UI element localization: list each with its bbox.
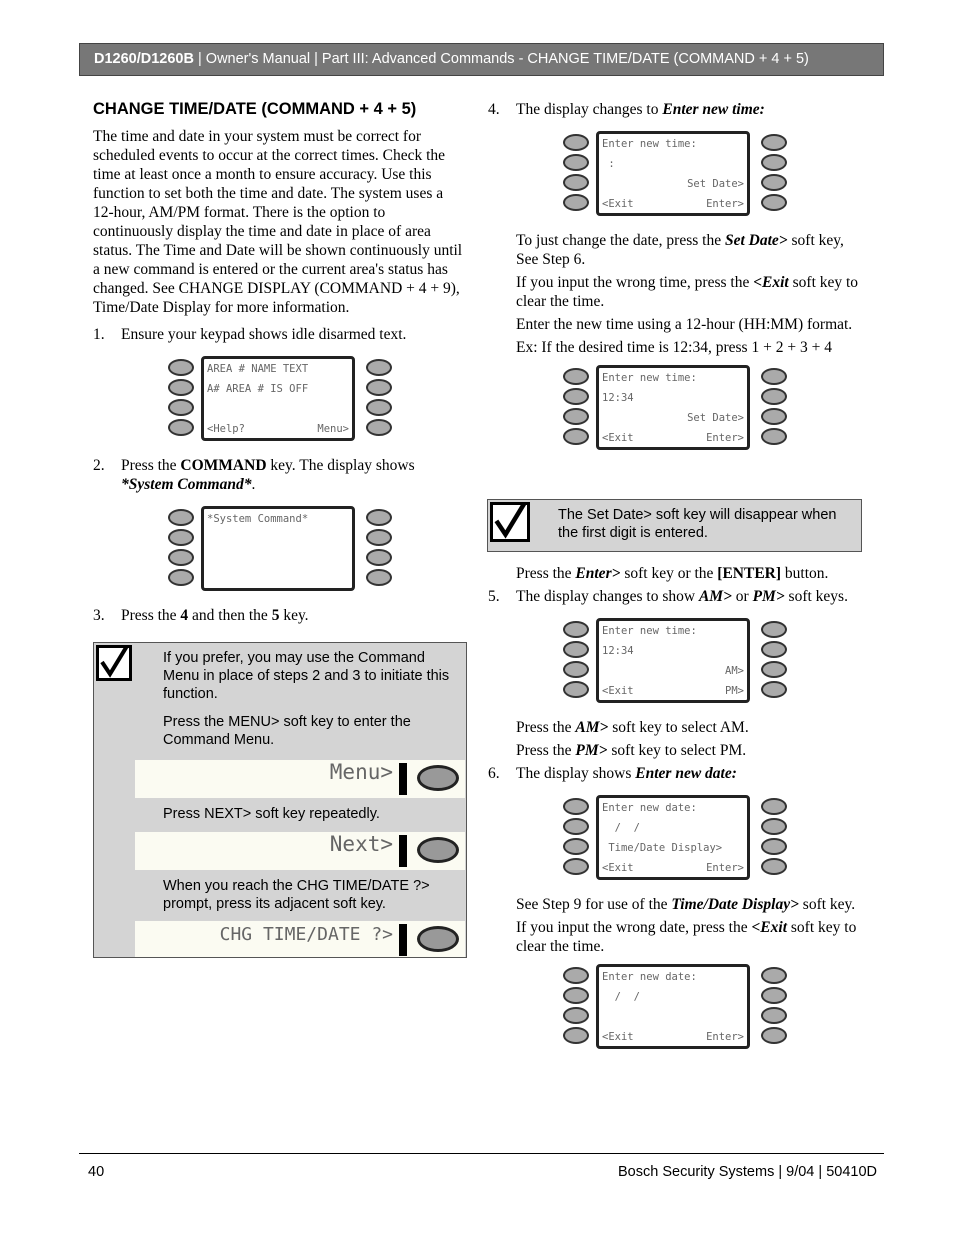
keypad-softkey-right-4[interactable] [366,569,392,586]
display-text: <Exit [602,685,634,697]
page-number: 40 [88,1164,105,1180]
keypad-softkey-left-3[interactable] [563,408,589,425]
softkey-label: CHG TIME/DATE ?> [219,924,393,945]
display-text: 12:34 [602,392,634,404]
display-text: Set Date> [687,412,744,424]
display-text: Enter new date: [602,802,697,814]
display-line [602,1027,744,1047]
display-line [602,661,744,681]
display-line [602,818,744,838]
step-text: Press the [121,607,181,624]
keypad-softkey-right-4[interactable] [761,1027,787,1044]
paragraph [488,741,860,760]
footer-publisher: Bosch Security Systems | 9/04 | 50410D [618,1164,877,1180]
display-text: Set Date> [687,178,744,190]
text: See Step 9 for use of the [516,896,672,913]
display-text: 12:34 [602,645,634,657]
display-line [602,1007,744,1027]
keypad-softkey-right-2[interactable] [761,641,787,658]
display-text: AM> [725,665,744,677]
text: Press the [516,565,576,582]
display-text: <Exit [602,1031,634,1043]
step-text: The display changes to show [516,588,699,605]
text: Press the [516,742,576,759]
keypad-softkey-right-2[interactable] [761,987,787,1004]
chg-time-date-softkey-row [135,921,465,957]
header-model: D1260/D1260B [94,51,194,67]
step-3 [93,606,465,625]
keypad-softkey-right-4[interactable] [761,428,787,445]
step-4 [488,100,860,119]
display-line [602,174,744,194]
next-softkey-row [135,832,465,870]
keypad-enter-date [561,791,789,887]
display-text: / / [602,991,640,1003]
display-text: <Exit [602,432,634,444]
keypad-softkey-right-3[interactable] [366,399,392,416]
display-line [207,549,349,569]
checkmark-icon [490,502,530,542]
keypad-system-command [166,502,394,598]
keypad-softkey-right-2[interactable] [366,379,392,396]
paragraph [488,895,860,914]
display-line [602,967,744,987]
keypad-softkey-left-1[interactable] [168,359,194,376]
step-text: The display changes to [516,101,663,118]
paragraph [488,564,860,583]
keypad-softkey-right-3[interactable] [366,549,392,566]
paragraph [488,718,860,737]
keypad-softkey-left-2[interactable] [563,388,589,405]
step-text: key. [279,607,309,624]
display-text: Menu> [317,423,349,435]
step-number: 1. [93,326,105,343]
display-text: AREA # NAME TEXT [207,363,309,375]
step-number: 4. [488,101,500,118]
display-line [207,529,349,549]
display-text: <Exit [602,198,634,210]
softkey-name: PM> [752,588,785,605]
keypad-time-entered [561,361,789,457]
step-5 [488,587,860,606]
display-text: Enter new date: [602,971,697,983]
left-column [93,100,465,633]
text: soft key. [798,896,856,913]
keypad-softkey-right-4[interactable] [761,858,787,875]
keypad-softkey-right-3[interactable] [761,174,787,191]
keypad-softkey-right-4[interactable] [761,194,787,211]
keypad-softkey-right-3[interactable] [761,838,787,855]
next-softkey-button[interactable] [417,837,459,863]
paragraph [488,273,860,311]
display-line [602,388,744,408]
softkey-name: <Exit [753,274,789,291]
keypad-softkey-right-1[interactable] [761,368,787,385]
keypad-display [201,356,355,441]
right-column-continued [488,564,860,1064]
display-text: Enter new time: [662,101,765,118]
keypad-softkey-left-1[interactable] [563,368,589,385]
keypad-softkey-left-4[interactable] [168,569,194,586]
display-line [207,419,349,439]
keypad-softkey-left-4[interactable] [563,681,589,698]
display-line [602,428,744,448]
display-line [602,368,744,388]
chg-time-date-softkey-button[interactable] [417,926,459,952]
keypad-softkey-right-2[interactable] [366,529,392,546]
keypad-am-pm [561,614,789,710]
note-box-set-date [487,499,862,552]
keypad-softkey-left-1[interactable] [168,509,194,526]
keypad-display [596,365,750,450]
display-line [602,621,744,641]
keypad-softkey-left-2[interactable] [563,641,589,658]
text: soft key to select PM. [607,742,747,759]
keypad-display [596,131,750,216]
intro-paragraph: The time and date in your system must be correct for scheduled events to occur at the correct times. Check the time at least once a month to ensure accuracy. Use this function to set both the time and date. The system uses a 12-hour, AM/PM format. There is the option to continuously display the time and date in place of area status. The Time and Date will be shown continuously until a new command is entered or the current area's status has changed. See CHANGE DISPLAY (COMMAND + 4 + 9), Time/Date Display for more information. [93,128,463,316]
step-text: and then the [188,607,272,624]
display-text: <Help? [207,423,245,435]
display-line [602,838,744,858]
keypad-softkey-left-3[interactable] [168,399,194,416]
checkmark-icon [96,645,132,681]
display-line [602,681,744,701]
paragraph [488,231,860,269]
softkey-name: Time/Date Display> [671,896,799,913]
display-line [602,194,744,214]
display-line [207,509,349,529]
keypad-display [596,964,750,1049]
display-line [207,399,349,419]
step-text: key. The display shows [266,457,415,474]
note-box-command-menu [93,642,467,958]
keypad-softkey-left-4[interactable] [563,1027,589,1044]
menu-softkey-row [135,760,465,798]
footer-rule [79,1153,884,1154]
step-number: 3. [93,607,105,624]
text: If you input the wrong time, press the [516,274,754,291]
display-line [602,798,744,818]
softkey-name: PM> [575,742,608,759]
keypad-softkey-left-2[interactable] [563,818,589,835]
running-header [79,43,884,76]
keypad-display [201,506,355,591]
step-text: soft keys. [784,588,848,605]
keypad-softkey-left-4[interactable] [563,858,589,875]
display-text: Enter> [706,432,744,444]
key-5: 5 [271,607,280,624]
step-text: Ensure your keypad shows idle disarmed text. [121,326,407,343]
keypad-softkey-left-1[interactable] [563,798,589,815]
step-text: or [731,588,753,605]
keypad-softkey-left-4[interactable] [563,194,589,211]
command-key: COMMAND [180,457,267,474]
keypad-display [596,795,750,880]
cursor-bar [399,763,407,795]
text: button. [781,565,829,582]
display-line [602,134,744,154]
enter-button-name: [ENTER] [717,565,782,582]
display-text: Enter new date: [635,765,737,782]
display-text: A# AREA # IS OFF [207,383,309,395]
display-line [602,987,744,1007]
note-text: Press NEXT> soft key repeatedly. [163,806,380,822]
keypad-enter-time [561,127,789,223]
keypad-softkey-left-3[interactable] [563,661,589,678]
paragraph [488,918,860,956]
keypad-softkey-left-3[interactable] [168,549,194,566]
note-text: Press the MENU> soft key to enter the Command Menu. [163,714,411,748]
softkey-label: Next> [329,832,393,856]
text: If you input the wrong date, press the [516,919,752,936]
paragraph: Enter the new time using a 12-hour (HH:MM) format. [516,316,853,333]
display-text: *System Command* [207,513,309,525]
keypad-softkey-right-4[interactable] [366,419,392,436]
paragraph: Ex: If the desired time is 12:34, press 1 + 2 + 3 + 4 [516,339,832,356]
step-2 [93,456,465,494]
text: soft key to clear the time. [516,274,859,310]
keypad-softkey-left-2[interactable] [563,154,589,171]
softkey-name: AM> [698,588,732,605]
keypad-softkey-right-1[interactable] [761,798,787,815]
display-text: Enter> [706,862,744,874]
keypad-softkey-right-1[interactable] [761,967,787,984]
cursor-bar [399,835,407,867]
step-1 [93,325,465,344]
keypad-idle [166,352,394,448]
display-line [602,154,744,174]
keypad-softkey-left-2[interactable] [563,987,589,1004]
keypad-softkey-left-1[interactable] [563,621,589,638]
step-6 [488,764,860,783]
display-line [207,359,349,379]
keypad-softkey-left-3[interactable] [563,838,589,855]
keypad-softkey-right-1[interactable] [761,134,787,151]
softkey-name: Set Date> [724,232,788,249]
keypad-softkey-left-4[interactable] [168,419,194,436]
display-text: / / [602,822,640,834]
keypad-display [596,618,750,703]
note-text: When you reach the CHG TIME/DATE ?> prompt, press its adjacent soft key. [163,878,430,912]
key-4: 4 [180,607,189,624]
header-text: | Owner's Manual | Part III: Advanced Commands - CHANGE TIME/DATE (COMMAND + 4 + 5) [193,51,809,67]
display-text: : [602,158,615,170]
display-text: Enter new time: [602,138,697,150]
display-line [602,408,744,428]
text: soft key or the [620,565,718,582]
keypad-softkey-right-2[interactable] [761,388,787,405]
step-text: The display shows [516,765,636,782]
text: soft key, See Step 6. [516,232,844,268]
text: soft key to select AM. [608,719,749,736]
keypad-softkey-right-1[interactable] [366,359,392,376]
section-title: CHANGE TIME/DATE (COMMAND + 4 + 5) [93,100,417,118]
text: To just change the date, press the [516,232,725,249]
display-text: Enter> [706,1031,744,1043]
softkey-name: Enter> [575,565,621,582]
keypad-softkey-left-4[interactable] [563,428,589,445]
display-text: <Exit [602,862,634,874]
note-text: If you prefer, you may use the Command Menu in place of steps 2 and 3 to initiate this function. [163,650,450,702]
keypad-softkey-left-3[interactable] [563,174,589,191]
keypad-softkey-right-3[interactable] [761,661,787,678]
display-text: Enter> [706,198,744,210]
keypad-softkey-left-1[interactable] [563,134,589,151]
keypad-softkey-left-2[interactable] [168,379,194,396]
step-number: 2. [93,457,105,474]
text: soft key to clear the time. [516,919,857,955]
display-line [602,858,744,878]
cursor-bar [399,924,407,956]
display-line [207,569,349,589]
note-text: The Set Date> soft key will disappear when the first digit is entered. [558,507,837,541]
keypad-date-cleared [561,960,789,1056]
display-text: Time/Date Display> [602,842,723,854]
text: Press the [516,719,576,736]
step-number: 5. [488,588,500,605]
display-text: PM> [725,685,744,697]
keypad-softkey-left-3[interactable] [563,1007,589,1024]
display-line [602,641,744,661]
step-text: . [251,476,256,493]
keypad-softkey-left-1[interactable] [563,967,589,984]
display-text: Enter new time: [602,625,697,637]
display-text: Enter new time: [602,372,697,384]
step-text: Press the [121,457,181,474]
step-number: 6. [488,765,500,782]
softkey-name: AM> [575,719,609,736]
keypad-softkey-left-2[interactable] [168,529,194,546]
keypad-softkey-right-3[interactable] [761,1007,787,1024]
keypad-softkey-right-1[interactable] [761,621,787,638]
display-text: *System Command* [121,476,252,493]
softkey-name: <Exit [751,919,788,936]
right-column [488,100,860,465]
keypad-softkey-right-3[interactable] [761,408,787,425]
keypad-softkey-right-1[interactable] [366,509,392,526]
menu-softkey-button[interactable] [417,765,459,791]
display-line [207,379,349,399]
keypad-softkey-right-2[interactable] [761,818,787,835]
keypad-softkey-right-2[interactable] [761,154,787,171]
softkey-label: Menu> [329,760,393,784]
keypad-softkey-right-4[interactable] [761,681,787,698]
